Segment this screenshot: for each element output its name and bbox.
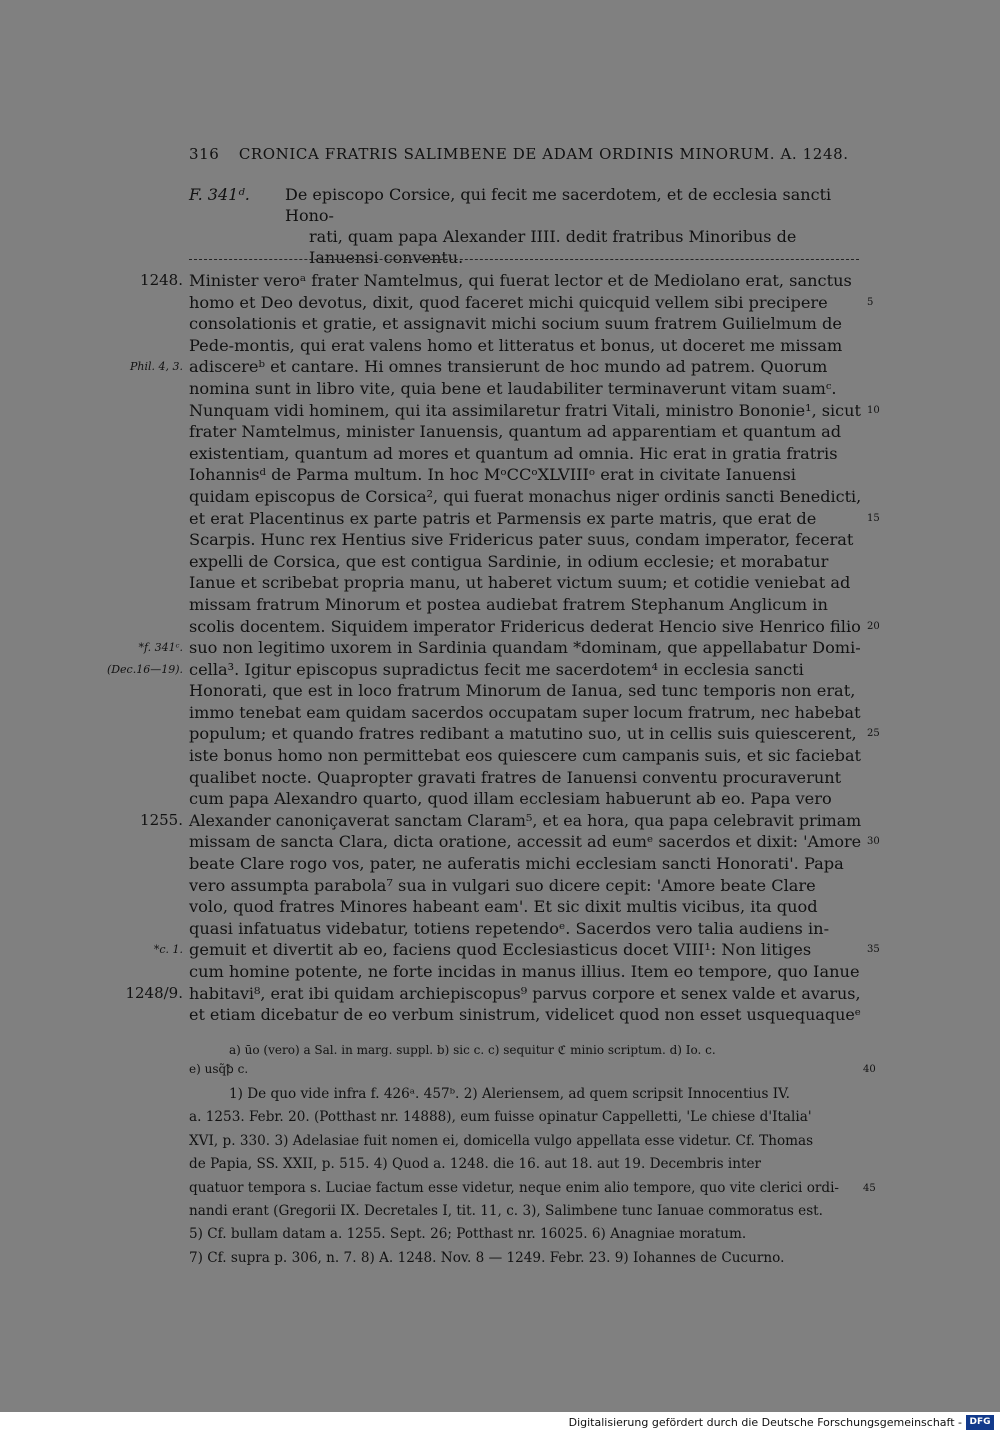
footnote-text: XVI, p. 330. 3) Adelasiae fuit nomen ei, domicella vulgo appellata esse videtur. Cf. Thomas — [189, 1132, 814, 1149]
line-text: nomina sunt in libro vite, quia bene et laudabiliter terminaverunt vitam suamᶜ. — [189, 378, 837, 398]
line-text: Honorati, que est in loco fratrum Minorum de Ianua, sed tunc temporis non erat, — [189, 681, 856, 701]
margin-note-left: *c. 1. — [153, 943, 183, 957]
text-line — [189, 788, 861, 810]
line-number: 20 — [867, 620, 880, 632]
line-text: consolationis et gratie, et assignavit michi socium suum fratrem Guilielmum de — [189, 314, 842, 334]
text-line — [189, 421, 861, 443]
text-line — [189, 464, 861, 486]
separator-rule — [189, 259, 859, 260]
margin-note-left: *f. 341ᶜ. — [138, 641, 183, 655]
footnotes — [189, 1083, 879, 1270]
text-line — [189, 594, 861, 616]
footnote-text: quatuor tempora s. Luciae factum esse videtur, neque enim alio tempore, quo vite clerici ordi- — [189, 1179, 840, 1196]
footnote-line — [189, 1106, 879, 1129]
line-text: gemuit et divertit ab eo, faciens quod Ecclesiasticus docet VIII¹: Non litiges — [189, 940, 812, 960]
line-number: 45 — [863, 1182, 876, 1194]
text-line — [189, 292, 874, 314]
footnote-text: de Papia, SS. XXII, p. 515. 4) Quod a. 1248. die 16. aut 18. aut 19. Decembris inter — [189, 1156, 762, 1173]
margin-note-left: 1255. — [140, 810, 183, 829]
text-line — [189, 616, 880, 638]
folio-reference: F. 341ᵈ. — [189, 185, 250, 204]
footnote-line — [189, 1083, 879, 1106]
text-line — [189, 680, 861, 702]
line-text: et erat Placentinus ex parte patris et Parmensis ex parte matris, que erat de — [189, 508, 817, 528]
text-line — [189, 572, 861, 594]
line-text: Ianue et scribebat propria manu, ut haberet victum suum; et cotidie veniebat ad — [189, 573, 851, 593]
text-line — [189, 335, 861, 357]
text-line — [189, 896, 861, 918]
footer-credit: Digitalisierung gefördert durch die Deutsche Forschungsgemeinschaft - — [568, 1416, 962, 1429]
line-text: Minister veroᵃ frater Namtelmus, qui fuerat lector et de Mediolano erat, sanctus — [189, 271, 852, 290]
text-line — [189, 313, 861, 335]
line-text: cella³. Igitur episcopus supradictus fecit me sacerdotem⁴ in ecclesia sancti — [189, 659, 804, 679]
chapter-heading — [189, 184, 861, 268]
running-header — [189, 145, 849, 163]
apparatus-line — [189, 1060, 879, 1079]
line-text: Iohannisᵈ de Parma multum. In hoc MᵒCCᵒXLVIIIᵒ erat in civitate Ianuensi — [189, 465, 796, 485]
text-line — [129, 356, 861, 378]
text-line — [125, 983, 861, 1005]
line-text: quasi infatuatus videbatur, totiens repetendoᵉ. Sacerdos vero talia audiens in- — [189, 918, 830, 938]
critical-apparatus — [189, 1041, 879, 1079]
line-text: qualibet nocte. Quapropter gravati fratres de Ianuensi conventu procuraverunt — [189, 767, 842, 787]
footnote-text: 7) Cf. supra p. 306, n. 7. 8) A. 1248. Nov. 8 — 1249. Febr. 23. 9) Iohannes de Cucurno. — [189, 1249, 785, 1266]
apparatus-line — [189, 1041, 879, 1060]
footnote-line — [189, 1223, 879, 1246]
line-number: 40 — [863, 1064, 876, 1075]
apparatus-text: e) usq̃ꝥ c. — [189, 1062, 249, 1076]
line-text: iste bonus homo non permittebat eos quiescere cum campanis suis, et sic faciebat — [189, 746, 862, 766]
text-line — [189, 508, 880, 530]
line-text: missam de sancta Clara, dicta oratione, accessit ad eumᵉ sacerdos et dixit: 'Amore — [189, 832, 862, 852]
line-text: suo non legitimo uxorem in Sardinia quandam *dominam, que appellabatur Domi- — [189, 638, 861, 658]
running-title: CRONICA FRATRIS SALIMBENE DE ADAM ORDINIS MINORUM. A. 1248. — [238, 145, 849, 163]
text-line — [189, 723, 880, 745]
footnote-text: nandi erant (Gregorii IX. Decretales I, tit. 11, c. 3), Salimbene tunc Ianuae commoratus est. — [189, 1202, 823, 1219]
line-number: 35 — [867, 944, 880, 956]
line-text: immo tenebat eam quidam sacerdos occupatam super locum fratrum, nec habebat — [189, 702, 861, 722]
line-number: 30 — [867, 836, 880, 848]
text-line — [140, 270, 861, 292]
margin-note-left: (Dec.16—19). — [106, 662, 183, 676]
line-text: volo, quod fratres Minores habeant eam'. Et sic dixit multis vicibus, ita quod — [189, 897, 818, 917]
footnote-line — [189, 1177, 879, 1200]
footer-bar — [0, 1412, 1000, 1434]
text-line — [189, 767, 861, 789]
line-number: 5 — [867, 296, 874, 308]
text-line — [189, 400, 880, 422]
line-text: beate Clare rogo vos, pater, ne auferatis michi ecclesiam sancti Honorati'. Papa — [189, 854, 844, 874]
line-text: scolis docentem. Siquidem imperator Fridericus dederat Hencio sive Henrico filio — [189, 616, 861, 636]
text-line — [153, 939, 880, 961]
line-text: adiscereᵇ et cantare. Hi omnes transierunt de hoc mundo ad patrem. Quorum — [189, 357, 828, 377]
text-line — [189, 702, 861, 724]
text-line — [138, 637, 861, 659]
line-text: cum homine potente, ne forte incidas in manus illius. Item eo tempore, quo Ianue — [189, 962, 860, 981]
line-text: expelli de Corsica, que est contigua Sardinie, in odium ecclesie; et morabatur — [189, 551, 829, 571]
text-line — [189, 831, 880, 853]
text-line — [189, 961, 861, 983]
footnote-line — [189, 1130, 879, 1153]
text-line — [189, 1004, 861, 1026]
margin-note-left: 1248/9. — [125, 983, 183, 1002]
line-text: missam fratrum Minorum et postea audiebat fratrem Stephanum Anglicum in — [189, 594, 828, 614]
margin-note-left: Phil. 4, 3. — [129, 360, 183, 374]
text-line — [189, 853, 861, 875]
line-number: 10 — [867, 404, 880, 416]
line-number: 15 — [867, 512, 880, 524]
heading-line: De episcopo Corsice, qui fecit me sacerdotem, et de ecclesia sancti Hono- — [285, 185, 832, 225]
text-line — [189, 875, 861, 897]
line-text: frater Namtelmus, minister Ianuensis, quantum ad apparentiam et quantum ad — [189, 422, 842, 442]
text-line — [106, 659, 861, 681]
dfg-logo: DFG — [966, 1415, 994, 1430]
apparatus-text: a) ūo (vero) a Sal. in marg. suppl. b) sic c. c) sequitur ℭ minio scriptum. d) Io. c. — [229, 1043, 716, 1057]
line-text: cum papa Alexandro quarto, quod illam ecclesiam habuerunt ab eo. Papa vero — [189, 789, 832, 809]
footnote-text: 1) De quo vide infra f. 426ᵃ. 457ᵇ. 2) Aleriensem, ad quem scripsit Innocentius IV. — [229, 1086, 790, 1102]
footnote-text: 5) Cf. bullam datam a. 1255. Sept. 26; Potthast nr. 16025. 6) Anagniae moratum. — [189, 1226, 747, 1243]
line-text: vero assumpta parabola⁷ sua in vulgari suo dicere cepit: 'Amore beate Clare — [189, 875, 816, 895]
line-text: homo et Deo devotus, dixit, quod faceret michi quicquid vellem sibi precipere — [189, 292, 828, 312]
line-text: Scarpis. Hunc rex Hentius sive Fridericus pater suus, condam imperator, fecerat — [189, 530, 854, 550]
footnote-text: a. 1253. Febr. 20. (Potthast nr. 14888), eum fuisse opinatur Cappelletti, 'Le chiese d'Italia' — [189, 1109, 812, 1126]
text-line — [189, 529, 861, 551]
line-text: et etiam dicebatur de eo verbum sinistrum, videlicet quod non esset usquequaqueᵉ — [189, 1005, 861, 1025]
margin-note-left: 1248. — [140, 271, 183, 289]
line-text: Nunquam vidi hominem, qui ita assimilaretur fratri Vitali, ministro Bononie¹, sicut — [189, 400, 861, 420]
text-line — [189, 486, 861, 508]
heading-line: Ianuensi conventu. — [309, 248, 464, 267]
text-line — [140, 810, 862, 832]
text-line — [189, 378, 861, 400]
footnote-line — [189, 1200, 879, 1223]
heading-line: rati, quam papa Alexander IIII. dedit fratribus Minoribus de — [309, 227, 797, 246]
heading-text — [285, 184, 845, 268]
line-text: existentiam, quantum ad mores et quantum ad omnia. Hic erat in gratia fratris — [189, 443, 838, 463]
main-text — [106, 270, 880, 1026]
page-number: 316 — [189, 145, 220, 163]
text-line — [189, 745, 861, 767]
footnote-line — [189, 1247, 879, 1270]
line-text: Alexander canoniçaverat sanctam Claram⁵, et ea hora, qua papa celebravit primam — [189, 810, 862, 830]
text-line — [189, 551, 861, 573]
text-line — [189, 918, 861, 940]
line-number: 25 — [867, 728, 880, 740]
text-line — [189, 443, 861, 465]
line-text: quidam episcopus de Corsica², qui fuerat monachus niger ordinis sancti Benedicti, — [189, 486, 862, 506]
footnote-line — [189, 1153, 879, 1176]
line-text: habitavi⁸, erat ibi quidam archiepiscopus⁹ parvus corpore et senex valde et avarus, — [189, 983, 861, 1003]
line-text: populum; et quando fratres redibant a matutino suo, ut in cellis suis quiescerent, — [189, 724, 857, 744]
line-text: Pede-montis, qui erat valens homo et litteratus et bonus, ut doceret me missam — [189, 335, 843, 355]
